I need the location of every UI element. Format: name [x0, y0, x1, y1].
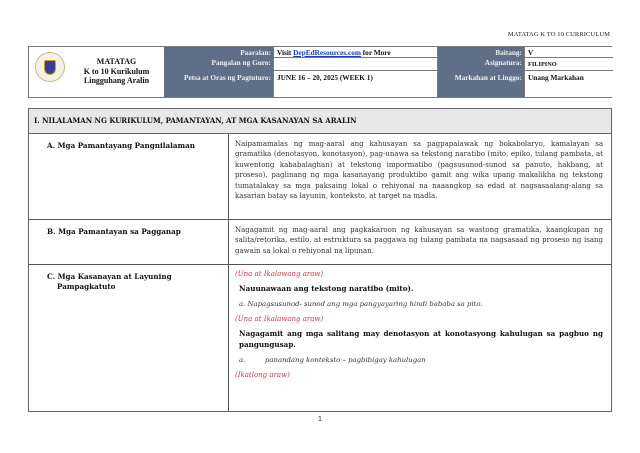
petsa-value: JUNE 16 – 20, 2025 (WEEK 1) — [277, 73, 373, 82]
lesson-info-table — [28, 46, 612, 98]
section-header — [29, 109, 611, 134]
markahan-label: Markahan at Linggo: — [454, 73, 522, 82]
title-line-aralin: Lingguhang Aralin — [83, 76, 150, 85]
row-label-cell — [29, 265, 229, 411]
pagganap-label: B. Mga Pamantayan sa Pagganap — [47, 227, 181, 236]
row-content-cell — [230, 134, 611, 219]
lesson-plan-title — [69, 57, 164, 86]
label-column-right — [438, 47, 524, 97]
asignatura-label: Asignatura: — [484, 58, 522, 67]
paaralan-prefix: Visit — [277, 48, 294, 57]
paaralan-label: Paaralan: — [240, 48, 271, 57]
section-title: I. NILALAMAN NG KURIKULUM, PAMANTAYAN, AT MGA KASANAYAN SA ARALIN — [34, 116, 357, 125]
table-row-pagganap — [29, 220, 611, 265]
title-line-kurikulum: K to 10 Kurikulum — [83, 66, 150, 76]
markahan-row — [525, 71, 613, 97]
kasanayan-label-line2: Pampagkatuto — [57, 282, 116, 291]
baitang-row — [525, 47, 613, 58]
day-label-2: (Una at Ikalawang araw) — [235, 315, 324, 324]
row-label-cell — [29, 134, 229, 219]
logo-title-cell — [29, 47, 164, 97]
table-row-kasanayan — [29, 265, 611, 411]
asignatura-value: FILIPINO — [528, 61, 557, 68]
title-line-matatag: MATATAG — [96, 57, 137, 66]
row-content-cell — [230, 265, 611, 411]
row-content-cell — [230, 220, 611, 264]
kasanayan-label-line1: C. Mga Kasanayan at Layuning — [47, 272, 172, 281]
day-label-1: (Una at Ikalawang araw) — [235, 270, 324, 278]
petsa-label: Petsa at Oras ng Pagtuturo: — [183, 73, 271, 82]
objective-1: Nauunawaan ang tekstong naratibo (mito). — [239, 284, 414, 293]
sub-objective-2-text: panandang konteksto – pagbibigay kahulugan — [265, 356, 426, 365]
page-number: 1 — [318, 416, 322, 423]
value-column-left — [273, 47, 438, 97]
guro-label: Pangalan ng Guro: — [211, 58, 271, 67]
markahan-value: Unang Markahan — [528, 73, 584, 82]
row-label-cell — [29, 220, 229, 264]
curriculum-content-table — [28, 108, 612, 412]
sub-objective-2-marker: a. — [239, 356, 246, 365]
depedresources-link[interactable]: DepEdResources.com — [293, 48, 361, 57]
day-label-3: (Ikatlong araw) — [235, 371, 290, 380]
petsa-row — [274, 71, 437, 97]
baitang-value: V — [528, 48, 534, 57]
paaralan-value — [277, 48, 391, 57]
pagganap-text: Nagagamit ng mag-aaral ang pagkakaroon ng kahusayan sa wastong gramatika, kaangkupan ng salita/retorika, estilo, at estruktura sa paggawa ng tulang pambata na nagsasaad ng proseso ng isang gawain sa lokal o rehiyonal na lipunan. — [235, 226, 603, 255]
paaralan-row — [274, 47, 437, 58]
deped-seal-icon — [35, 52, 65, 82]
guro-row — [274, 58, 437, 71]
table-row-pangnilalaman — [29, 134, 611, 220]
value-column-right — [524, 47, 613, 97]
curriculum-header-label: MATATAG K TO 10 CURRICULUM — [507, 31, 610, 38]
paaralan-suffix: for More — [360, 48, 391, 57]
pangnilalaman-text: Naipamamalas ng mag-aaral ang kahusayan sa pagpapalawak ng bokabolaryo, kamalayan sa gramatika (denotasyon, konotasyon), pag-unawa sa tekstong naratibo (mito, epiko, tulang pambata, at kuwentong kababalaghan) at tekstong impormatibo (pagsusunod-sunod sa panuto, hakbang, at proseso), paglinang ng mga kasanayang produktibo gamit ang wika upang makalikha ng tekstong tumatalakay sa mga paksaing lokal o rehiyonal na naaangkop sa edad at nagsasaalang-alang sa kasarian batay sa layunin, konteksto, at target na madla. — [235, 140, 603, 201]
objective-2: Nagagamit ang mga salitang may denotasyon at konotasyong kahulugan sa pagbuo ng pangungusap. — [239, 329, 603, 349]
asignatura-row — [525, 58, 613, 71]
sub-objective-2 — [235, 355, 603, 365]
label-column-left — [164, 47, 273, 97]
kasanayan-label — [47, 272, 217, 292]
pangnilalaman-label: A. Mga Pamantayang Pangnilalaman — [47, 141, 195, 150]
sub-objective-1: a. Napagsusunod- sunod ang mga pangyayaring hindi bababa sa pito. — [239, 300, 483, 309]
baitang-label: Baitang: — [495, 48, 522, 57]
